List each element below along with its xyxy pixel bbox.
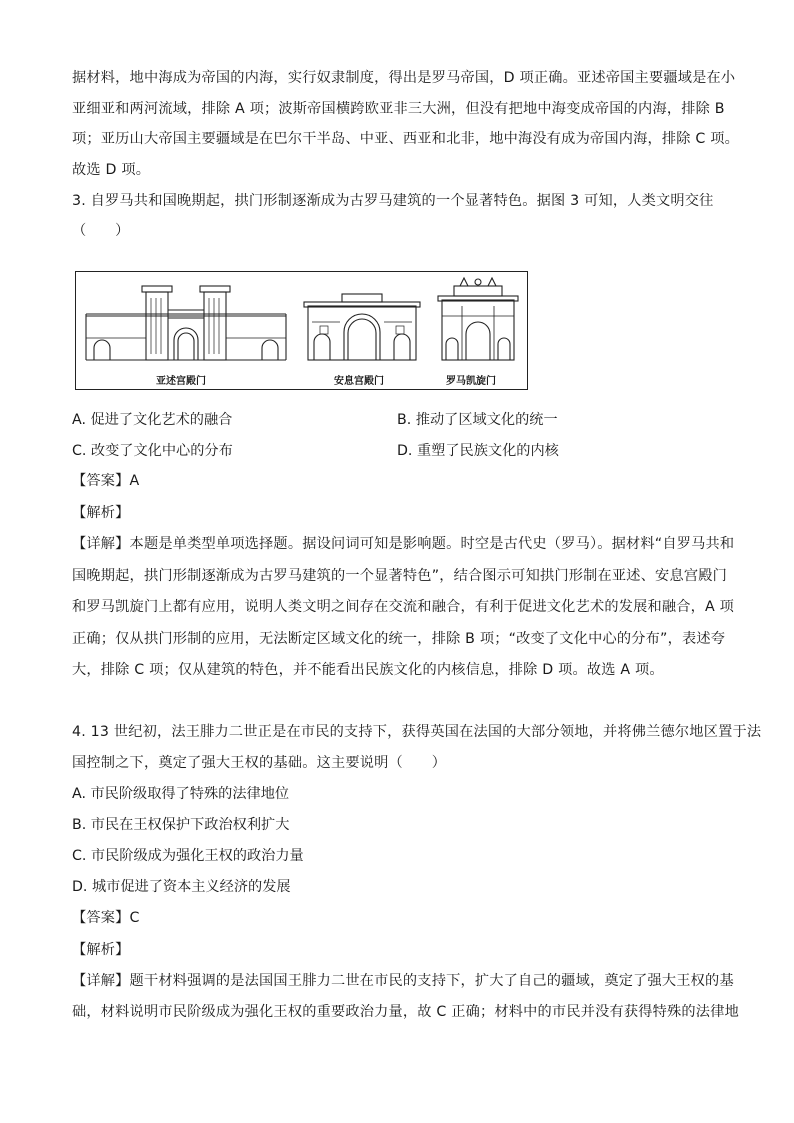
question-3-analysis-label: 【解析】: [72, 505, 130, 521]
question-3-detail: 大，排除 C 项；仅从建筑的特色，并不能看出民族文化的内核信息，排除 D 项。故选 A 项。: [72, 662, 664, 678]
caption-parthian-gate: 安息宫殿门: [334, 376, 384, 387]
question-3-blank: （ ）: [72, 223, 130, 239]
question-4-detail: 【详解】题干材料强调的是法国国王腓力二世在市民的支持下，扩大了自己的疆域，奠定了强大王权的基: [72, 973, 734, 989]
question-3-option-b: B. 推动了区域文化的统一: [397, 412, 558, 428]
question-4-option-d: D. 城市促进了资本主义经济的发展: [72, 879, 291, 895]
assyrian-gate-drawing: [86, 286, 286, 360]
roman-arch-drawing: [438, 278, 518, 360]
question-4-option-b: B. 市民在王权保护下政治权利扩大: [72, 817, 290, 833]
question-4-option-c: C. 市民阶级成为强化王权的政治力量: [72, 848, 304, 864]
paragraph-line: 据材料，地中海成为帝国的内海，实行奴隶制度，得出是罗马帝国，D 项正确。亚述帝国主要疆域是在小: [72, 70, 736, 86]
question-4-answer: 【答案】C: [72, 910, 140, 926]
question-3-option-c: C. 改变了文化中心的分布: [72, 443, 233, 459]
question-3-detail: 正确；仅从拱门形制的应用，无法断定区域文化的统一，排除 B 项；“改变了文化中心的分布”，表述夸: [72, 631, 726, 647]
question-3-answer: 【答案】A: [72, 473, 140, 489]
question-4-option-a: A. 市民阶级取得了特殊的法律地位: [72, 786, 290, 802]
question-4-analysis-label: 【解析】: [72, 942, 130, 958]
caption-assyrian-gate: 亚述宫殿门: [156, 376, 206, 387]
question-3-option-a: A. 促进了文化艺术的融合: [72, 412, 233, 428]
gate-illustrations: [76, 272, 526, 388]
question-4-detail: 础，材料说明市民阶级成为强化王权的重要政治力量，故 C 正确；材料中的市民并没有获得特殊的法律地: [72, 1004, 739, 1020]
question-3-stem: 3. 自罗马共和国晚期起，拱门形制逐渐成为古罗马建筑的一个显著特色。据图 3 可知，人类文明交往: [72, 193, 714, 209]
paragraph-line: 故选 D 项。: [72, 162, 151, 178]
question-4-stem: 国控制之下，奠定了强大王权的基础。这主要说明（ ）: [72, 755, 447, 771]
question-3-detail: 国晚期起，拱门形制逐渐成为古罗马建筑的一个显著特色”，结合图示可知拱门形制在亚述、安息宫殿门: [72, 568, 727, 584]
architecture-figure: [75, 271, 528, 390]
question-3-option-d: D. 重塑了民族文化的内核: [397, 443, 559, 459]
question-3-detail: 和罗马凯旋门上都有应用，说明人类文明之间存在交流和融合，有利于促进文化艺术的发展和融合，A 项: [72, 599, 735, 615]
parthian-gate-drawing: [304, 294, 420, 360]
question-3-detail: 【详解】本题是单类型单项选择题。据设问词可知是影响题。时空是古代史（罗马）。据材料“自罗马共和: [72, 536, 735, 552]
paragraph-line: 项；亚历山大帝国主要疆域是在巴尔干半岛、中亚、西亚和北非，地中海没有成为帝国内海，排除 C 项。: [72, 131, 739, 147]
caption-roman-arch: 罗马凯旋门: [446, 376, 496, 387]
paragraph-line: 亚细亚和两河流域，排除 A 项；波斯帝国横跨欧亚非三大洲，但没有把地中海变成帝国的内海，排除 B: [72, 101, 725, 117]
question-4-stem: 4. 13 世纪初，法王腓力二世正是在市民的支持下，获得英国在法国的大部分领地，并将佛兰德尔地区置于法: [72, 724, 762, 740]
